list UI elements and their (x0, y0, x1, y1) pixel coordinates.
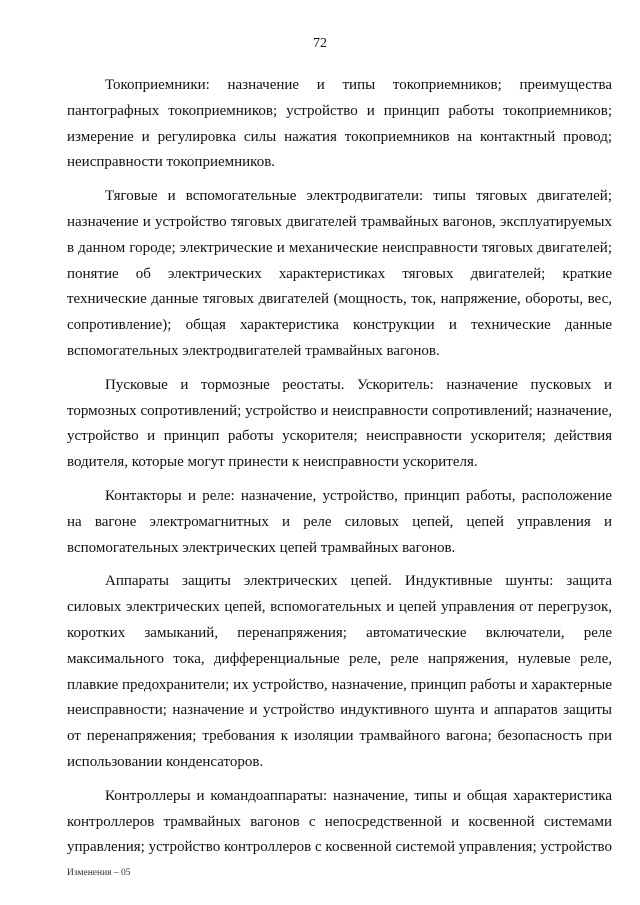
page-footer-revision: Изменения – 05 (67, 868, 131, 878)
paragraph-rheostats-accelerator: Пусковые и тормозные реостаты. Ускоритель: назначение пусковых и тормозных сопротивлений; устройство и неисправности сопротивлений; назначение, устройство и принцип работы ускорителя; неисправности ускорителя; действия водителя, которые могут принести к неисправности ускорителя. (67, 376, 612, 471)
paragraph-current-collectors: Токоприемники: назначение и типы токоприемников; преимущества пантографных токоприемников; устройство и принцип работы токоприемников; измерение и регулировка силы нажатия токоприемников на контактный провод; неисправности токоприемников. (67, 77, 612, 171)
paragraph-controllers: Контроллеры и командоаппараты: назначение, типы и общая характеристика контроллеров трамвайных вагонов с непосредственной и косвенной системами управления; устройство контроллеров с косвенной системой управления; устройство (67, 787, 612, 856)
paragraph-protection-devices: Аппараты защиты электрических цепей. Индуктивные шунты: защита силовых электрических цепей, вспомогательных и цепей управления от перегрузок, коротких замыканий, перенапряжения; автоматические включатели, реле максимального тока, дифференциальные реле, реле напряжения, нулевые реле, плавкие предохранители; их устройство, назначение, принцип работы и характерные неисправности; назначение и устройство индуктивного шунта и аппаратов защиты от перенапряжения; требования к изоляции трамвайного вагона; безопасность при использовании конденсаторов. (67, 573, 612, 770)
page-number: 72 (313, 36, 327, 51)
paragraph-traction-motors: Тяговые и вспомогательные электродвигатели: типы тяговых двигателей; назначение и устройство тяговых двигателей трамвайных вагонов, эксплуатируемых в данном городе; электрические и механические неисправности тяговых двигателей; понятие об электрических характеристиках тяговых двигателей; краткие технические данные тяговых двигателей (мощность, ток, напряжение, обороты, вес, сопротивление); общая характеристика конструкции и технические данные вспомогательных электродвигателей трамвайных вагонов. (67, 188, 612, 359)
page-body (67, 73, 612, 869)
paragraph-contactors-relays: Контакторы и реле: назначение, устройство, принцип работы, расположение на вагоне электромагнитных и реле силовых цепей, цепей управления и вспомогательных электрических цепей трамвайных вагонов. (67, 487, 612, 556)
